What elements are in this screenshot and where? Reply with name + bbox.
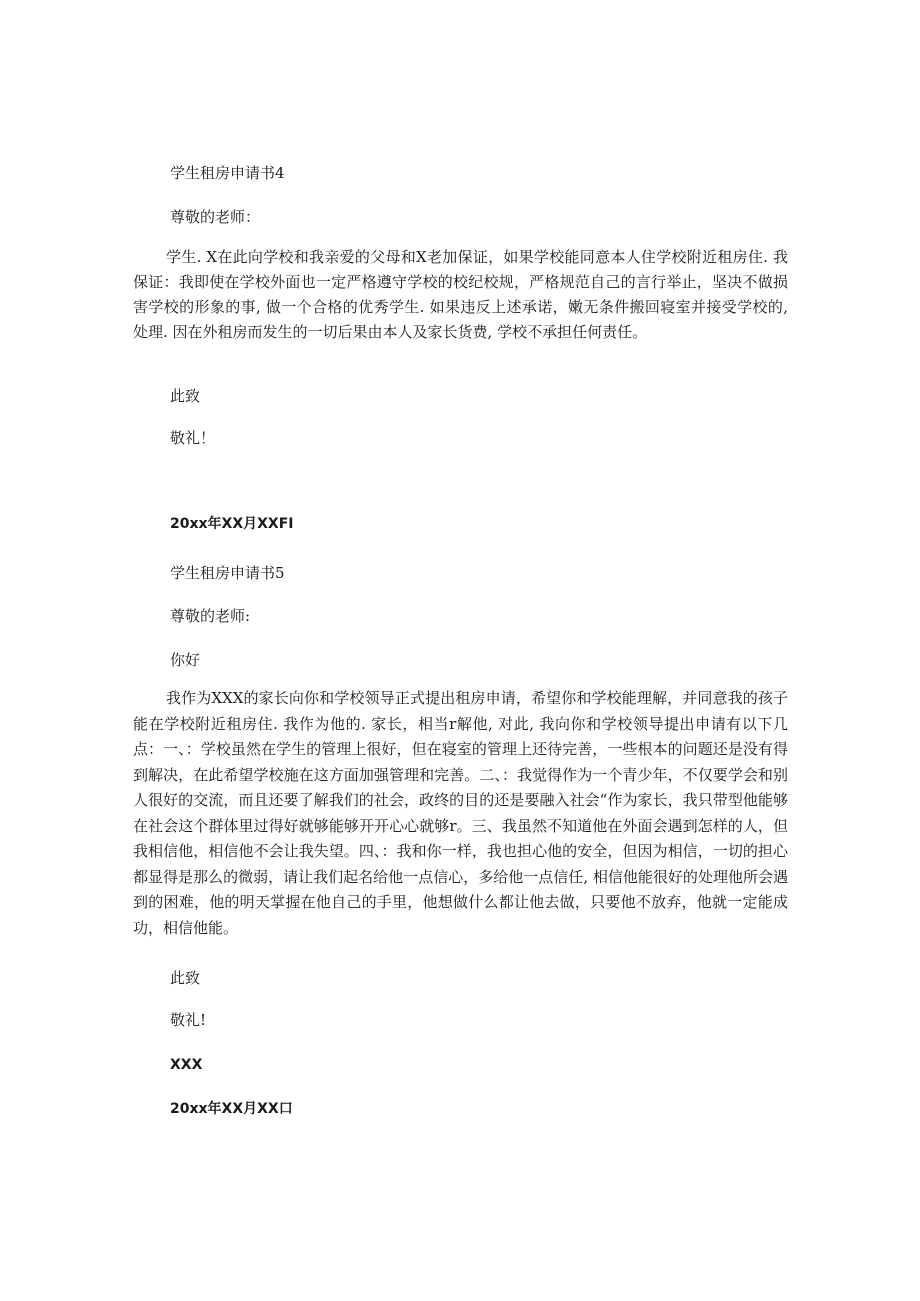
letter5-date: 20xx年XX月XX口 <box>170 1101 293 1117</box>
letter5-greeting: 你好 <box>170 651 201 669</box>
letter5-closing-1: 此致 <box>170 969 201 987</box>
letter5-title: 学生租房申请书5 <box>170 564 285 582</box>
letter5-body: 我作为XXX的家长向你和学校领导正式提出租房申请，希望你和学校能理解，并同意我的孩子能在学校附近租房住. 我作为他的. 家长，相当r解他, 对此, 我向你和学校领导提出申请有以下几点：一、：学校虽然在学生的管理上很好，但在寝室的管理上还待完善，一些根本的问题还是没有得到解决，在此希望学校施在这方面加强管理和完善。二、：我觉得作为一个青少年，不仅要学会和别人很好的交流，而且还要了解我们的社会，政终的目的还是要融入社会“作为家长，我只带型他能够在社会这个群体里过得好就够能够开开心心就够r。三、我虽然不知道他在外面会遇到怎样的人，但我相信他，相信他不会让我失望。四、：我和你一样，我也担心他的安全，但因为相信，一切的担心都显得是那么的微弱，请让我们起名给他一点信心，多给他一点信任, 相信他能很好的处理他所会遇到的困难，他的明天掌握在他自己的手里，他想做什么都让他去做，只要他不放弃，他就一定能成功，相信他能。 <box>133 689 788 937</box>
letter4-closing-2: 敬礼！ <box>170 429 216 447</box>
letter4-body: 学生. X在此向学校和我亲爱的父母和X老加保证，如果学校能同意本人住学校附近租房住. 我保证：我即使在学校外面也一定严格遵守学校的校纪校规，严格规范自己的言行举止，坚决不做损害学校的形象的事, 做一个合格的优秀学生. 如果违反上述承诺，嫩无条件搬回寝室并接受学校的, 处理. 因在外租房而发生的一切后果由本人及家长货费, 学校不承担任何责任。 <box>133 248 788 341</box>
letter4-salutation: 尊敬的老师： <box>170 208 261 226</box>
letter4-date: 20xx年XX月XXFI <box>170 516 294 532</box>
letter5-salutation: 尊敬的老师: <box>170 607 251 625</box>
letter5-closing-2: 敬礼! <box>170 1011 207 1029</box>
letter4-title: 学生租房申请书4 <box>170 164 285 182</box>
letter5-signature: XXX <box>170 1057 203 1073</box>
letter4-closing-1: 此致 <box>170 387 201 405</box>
